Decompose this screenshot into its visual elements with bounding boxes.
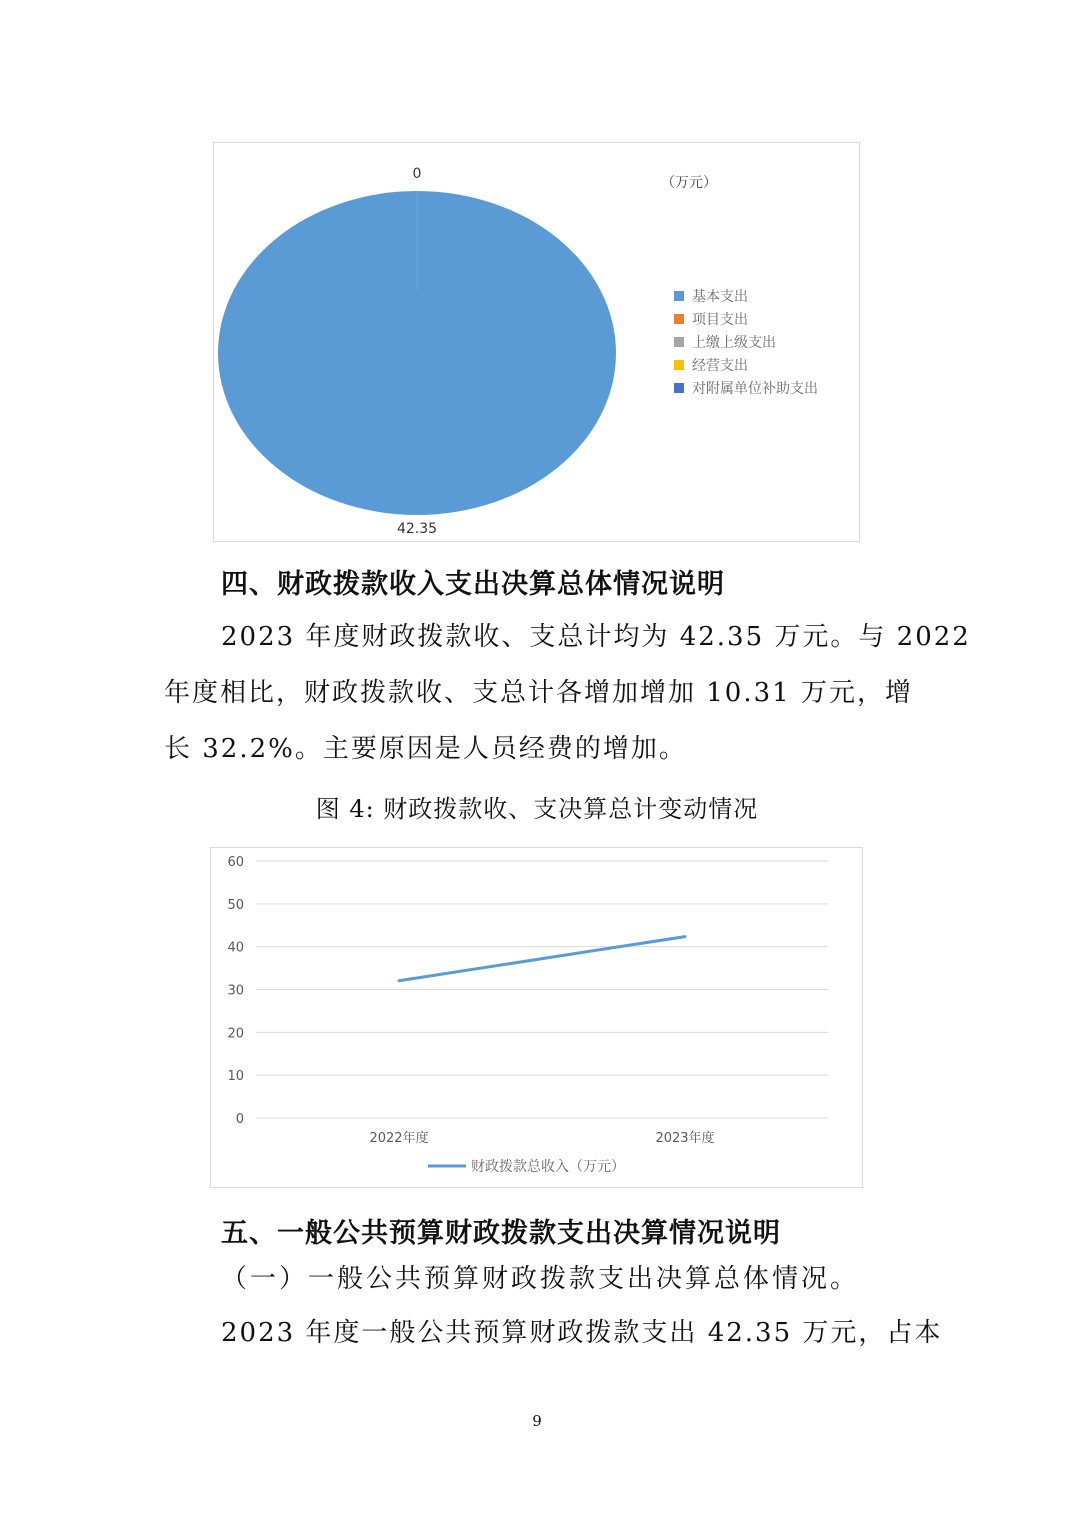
y-tick-label: 50 — [227, 897, 244, 913]
y-tick-label: 30 — [227, 983, 244, 999]
legend-swatch — [674, 291, 684, 301]
legend-swatch — [674, 383, 684, 393]
legend-swatch — [674, 314, 684, 324]
section4-paragraph-line2: 年度相比，财政拨款收、支总计各增加增加 10.31 万元，增 — [164, 678, 913, 708]
pie-legend-item — [674, 307, 818, 330]
pie-legend-item — [674, 284, 818, 307]
legend-swatch — [674, 337, 684, 347]
x-tick-label: 2022年度 — [369, 1131, 429, 1146]
pie-chart-container — [213, 142, 860, 542]
pie-legend-label: 基本支出 — [692, 288, 748, 305]
pie-legend-label: 对附属单位补助支出 — [692, 380, 818, 397]
y-tick-label: 60 — [227, 855, 244, 870]
line-chart — [211, 848, 862, 1187]
y-tick-label: 40 — [227, 940, 244, 956]
pie-legend-label: 上缴上级支出 — [692, 334, 776, 351]
section5-subtitle: （一）一般公共预算财政拨款支出决算总体情况。 — [221, 1264, 860, 1294]
pie-unit-label: （万元） — [661, 175, 717, 191]
pie-legend-label: 经营支出 — [692, 357, 748, 374]
section4-paragraph-line3: 长 32.2%。主要原因是人员经费的增加。 — [164, 734, 687, 764]
figure4-caption: 图 4: 财政拨款收、支决算总计变动情况 — [315, 795, 759, 823]
series-line — [399, 937, 685, 981]
pie-legend-item — [674, 376, 818, 399]
pie-legend-item — [674, 353, 818, 376]
page-number: 9 — [532, 1412, 542, 1430]
legend-swatch — [674, 360, 684, 370]
section4-paragraph-line1: 2023 年度财政拨款收、支总计均为 42.35 万元。与 2022 — [221, 622, 971, 652]
section5-paragraph-line1: 2023 年度一般公共预算财政拨款支出 42.35 万元，占本 — [221, 1318, 943, 1348]
line-chart-container — [210, 847, 863, 1188]
pie-legend-label: 项目支出 — [692, 311, 748, 328]
y-tick-label: 0 — [235, 1112, 244, 1127]
pie-bottom-data-label: 42.35 — [396, 521, 438, 537]
pie-top-data-label: 0 — [412, 166, 422, 182]
y-tick-label: 20 — [227, 1026, 244, 1042]
x-tick-label: 2023年度 — [655, 1131, 715, 1146]
section4-title: 四、财政拨款收入支出决算总体情况说明 — [221, 569, 725, 600]
y-tick-label: 10 — [227, 1069, 244, 1085]
pie-legend-item — [674, 330, 818, 353]
pie-legend — [674, 284, 818, 399]
line-legend-label: 财政拨款总收入（万元） — [471, 1159, 625, 1175]
section5-title: 五、一般公共预算财政拨款支出决算情况说明 — [221, 1218, 781, 1249]
